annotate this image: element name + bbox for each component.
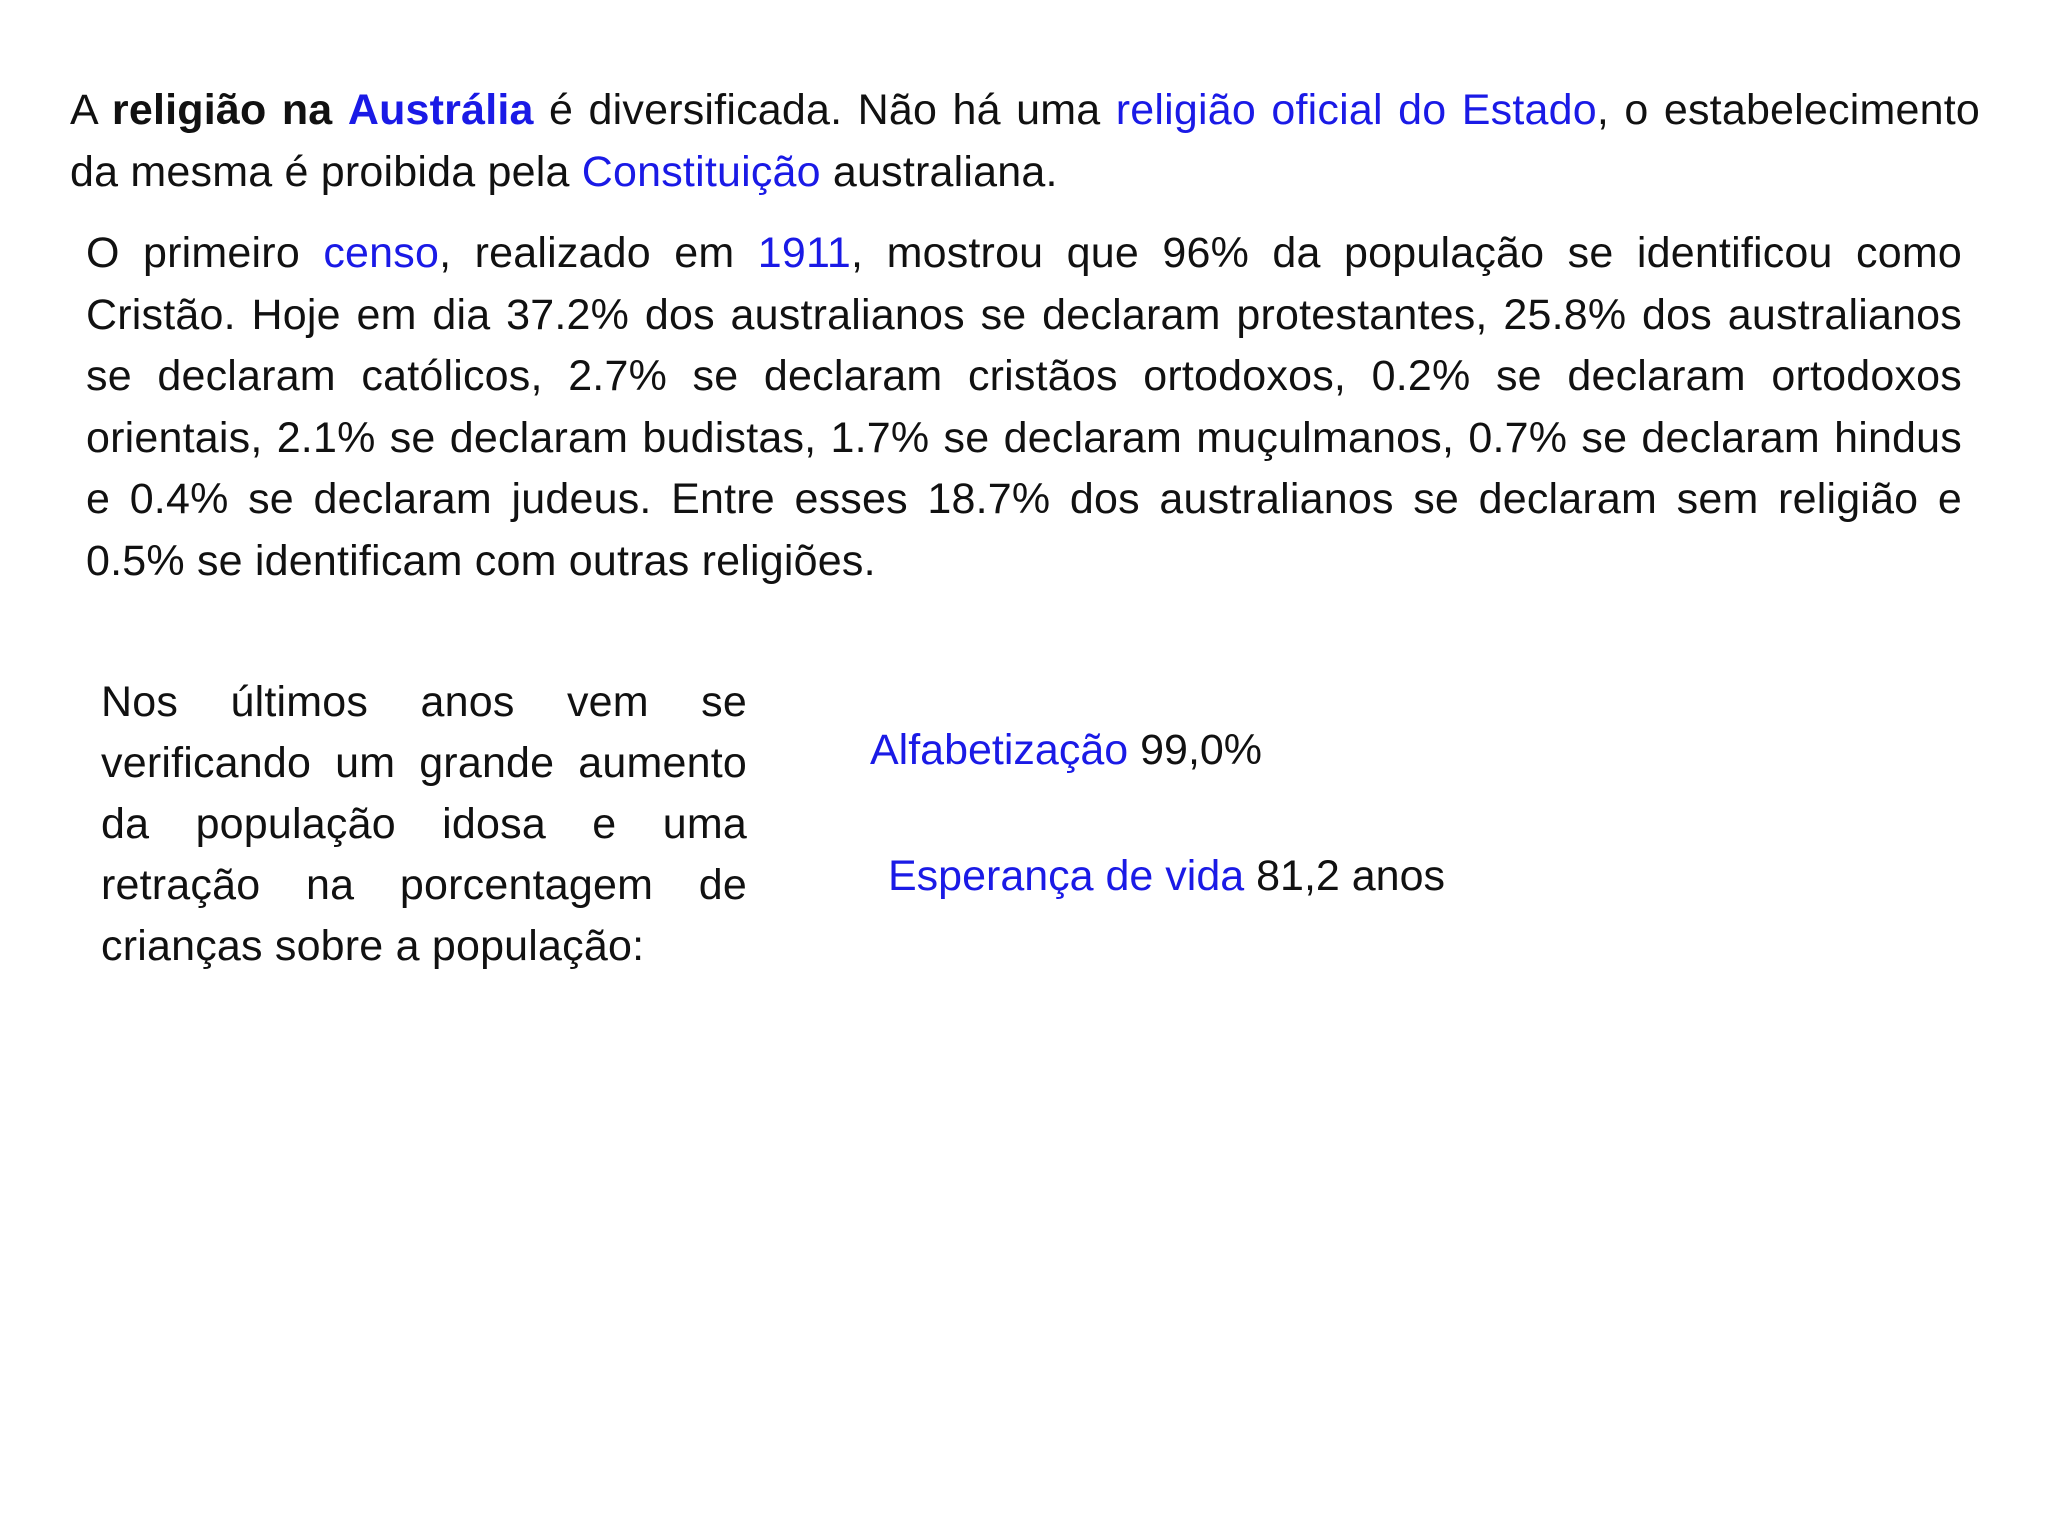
religion-text-2: , realizado em: [439, 229, 758, 277]
religion-bold-text: religião na: [111, 86, 333, 134]
intro-text-4: , o estabelecimento da mesma é proibida pela: [70, 86, 1981, 196]
intro-paragraph: [70, 79, 1980, 203]
life-expectancy-stat: [888, 845, 1445, 907]
aging-text: Nos últimos anos vem se verificando um grande aumento da população idosa e uma retração na porcentagem de crianças sobre a população:: [101, 678, 747, 970]
census-link[interactable]: censo: [323, 229, 440, 277]
religion-paragraph: [86, 223, 1962, 592]
religion-text-1: O primeiro: [86, 229, 324, 277]
constitution-link[interactable]: Constituição: [581, 148, 821, 196]
intro-text-5: australiana.: [820, 148, 1058, 196]
literacy-value: 99,0%: [1128, 726, 1263, 774]
australia-link[interactable]: Austrália: [347, 86, 534, 134]
intro-text-2: [332, 86, 347, 134]
life-expectancy-value: 81,2 anos: [1244, 852, 1446, 900]
intro-text-1: A: [70, 86, 112, 134]
official-religion-link[interactable]: religião oficial do Estado: [1115, 86, 1597, 134]
life-expectancy-link[interactable]: Esperança de vida: [888, 852, 1245, 900]
literacy-stat: [870, 719, 1262, 781]
religion-text-3: , mostrou que 96% da população se identificou como Cristão. Hoje em dia 37.2% dos australianos se declaram protestantes, 25.8% dos australianos se declaram católicos, 2.7% se declaram cristãos ortodoxos, 0.2% se declaram ortodoxos orientais, 2.1% se declaram budistas, 1.7% se declaram muçulmanos, 0.7% se declaram hindus e 0.4% se declaram judeus. Entre esses 18.7% dos australianos se declaram sem religião e 0.5% se identificam com outras religiões.: [86, 229, 1962, 585]
year-1911-link[interactable]: 1911: [757, 229, 852, 277]
literacy-link[interactable]: Alfabetização: [870, 726, 1129, 774]
intro-text-3: é diversificada. Não há uma: [533, 86, 1116, 134]
aging-paragraph: [101, 672, 747, 977]
